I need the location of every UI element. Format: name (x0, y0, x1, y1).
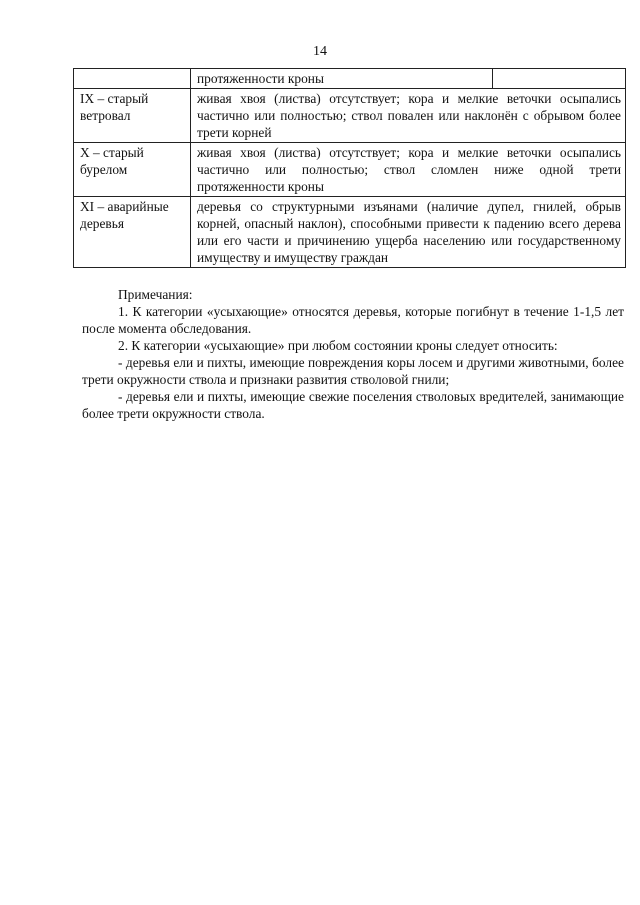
table-row (74, 69, 626, 89)
page-number: 14 (313, 44, 327, 59)
note-paragraph: 2. К категории «усыхающие» при любом состоянии кроны следует относить: (118, 338, 558, 353)
table-row (74, 143, 626, 197)
table-row (74, 89, 626, 143)
notes-heading: Примечания: (118, 287, 193, 302)
extra-cell (493, 69, 626, 89)
note-paragraph: 1. К категории «усыхающие» относятся деревья, которые погибнут в течение 1-1,5 лет после момента обследования. (82, 304, 624, 336)
description-cell: живая хвоя (листва) отсутствует; кора и мелкие веточки осыпались частично или полностью; ствол сломлен ниже одной трети протяженности кроны (191, 143, 626, 197)
description-cell: деревья со структурными изъянами (наличие дупел, гнилей, обрыв корней, опасный наклон), способными привести к падению всего дерева или его части и причинению ущерба населению или государственному имуществу и имуществу граждан (191, 197, 626, 268)
category-cell (74, 69, 191, 89)
table-row (74, 197, 626, 268)
note-paragraph: - деревья ели и пихты, имеющие повреждения коры лосем и другими животными, более трети окружности ствола и признаки развития стволовой гнили; (82, 355, 624, 387)
note-paragraph: - деревья ели и пихты, имеющие свежие поселения стволовых вредителей, занимающие более трети окружности ствола. (82, 389, 624, 421)
description-cell: живая хвоя (листва) отсутствует; кора и мелкие веточки осыпались частично или полностью; ствол повален или наклонён с обрывом более трети корней (191, 89, 626, 143)
description-cell: протяженности кроны (191, 69, 493, 89)
category-cell: XI – аварийные деревья (74, 197, 191, 268)
category-cell: X – старый бурелом (74, 143, 191, 197)
tree-category-table (73, 68, 626, 268)
category-cell: IX – старый ветровал (74, 89, 191, 143)
notes-section (82, 286, 624, 422)
